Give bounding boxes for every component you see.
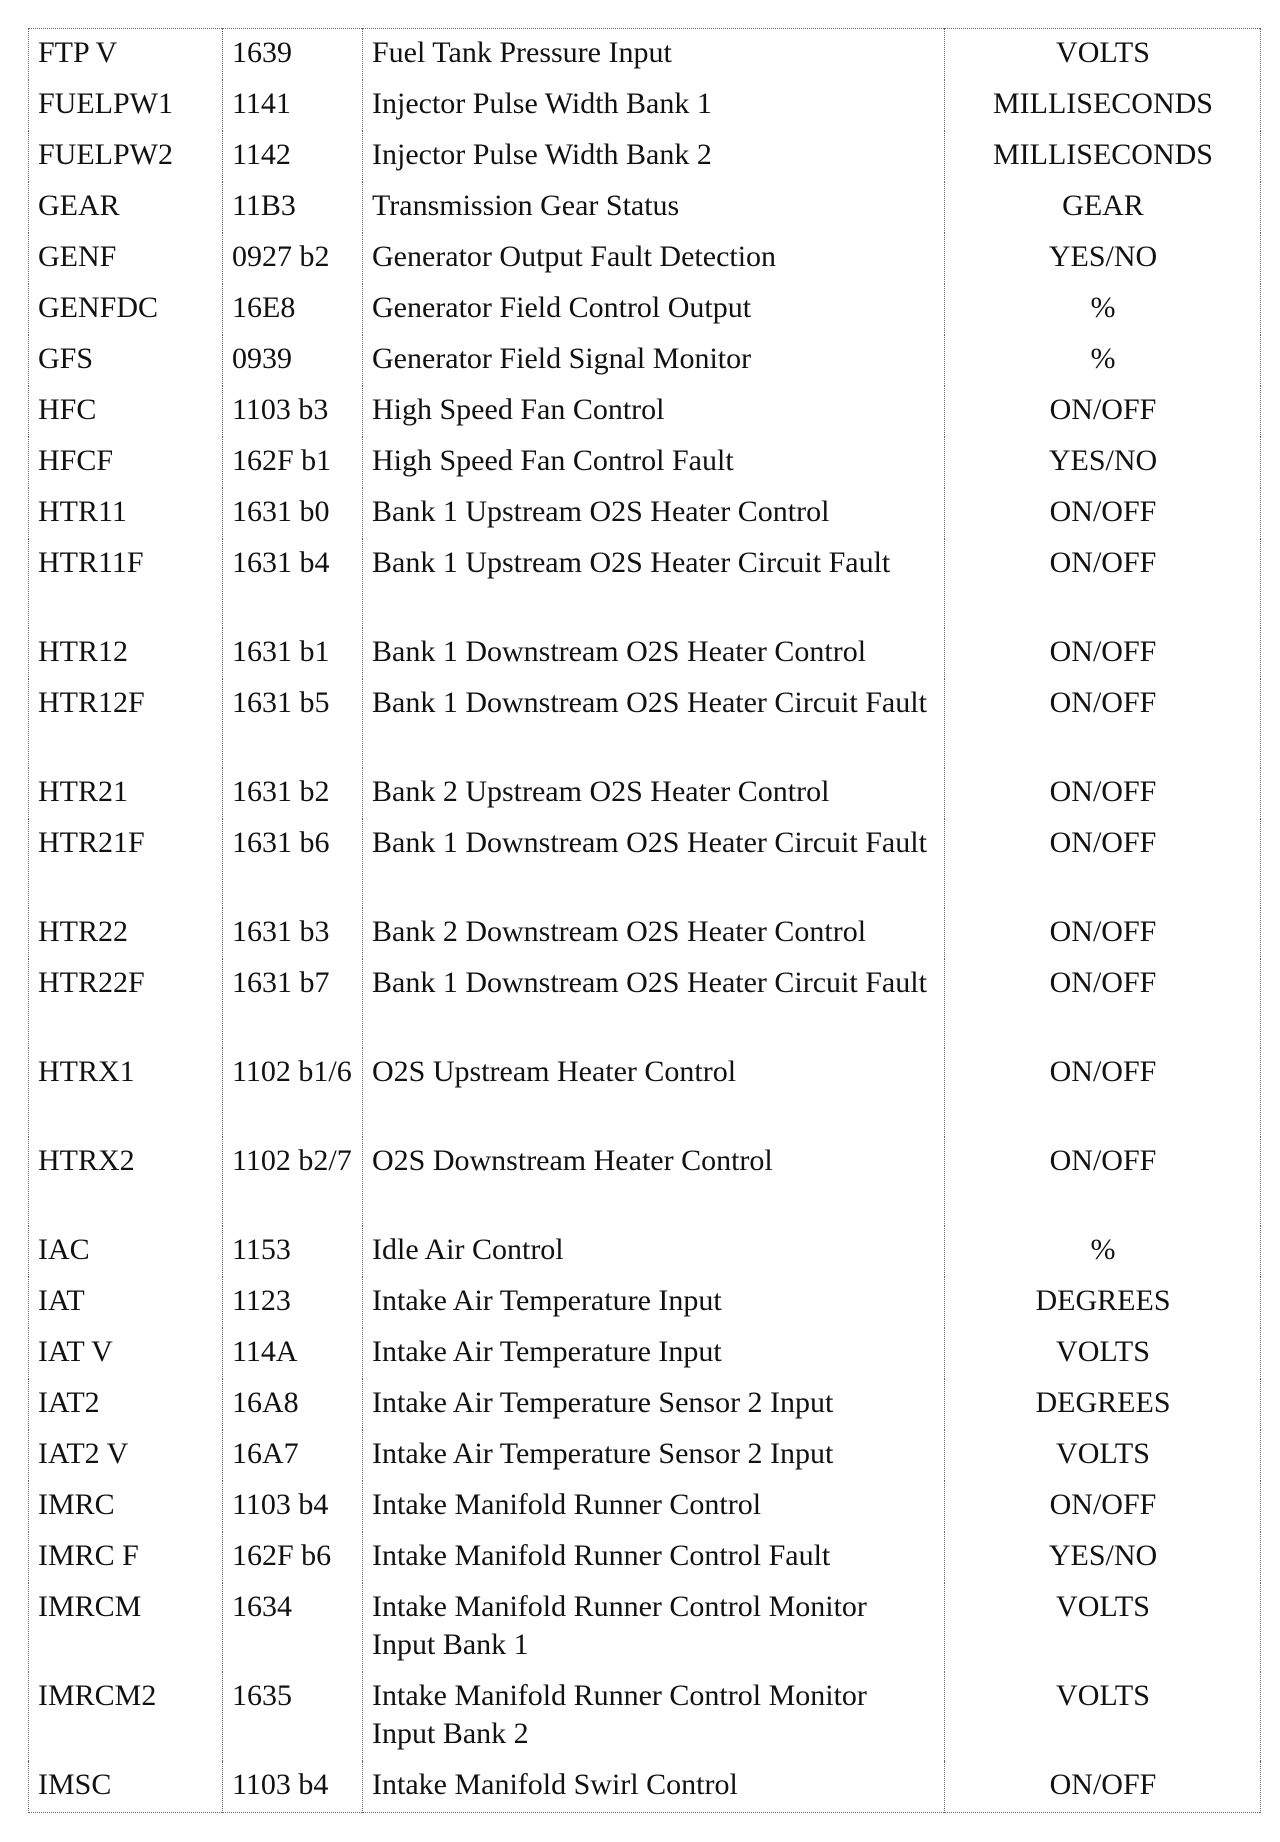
parameter-description: Intake Manifold Swirl Control [363, 1761, 945, 1813]
parameter-units: ON/OFF [945, 539, 1261, 628]
parameter-name: IMSC [29, 1761, 223, 1813]
table-row [29, 1532, 1261, 1583]
parameter-units: ON/OFF [945, 819, 1261, 908]
parameter-code: 1103 b4 [223, 1761, 363, 1813]
parameter-name: IAT V [29, 1328, 223, 1379]
parameter-name: IAC [29, 1226, 223, 1277]
parameter-description: Intake Air Temperature Sensor 2 Input [363, 1379, 945, 1430]
parameter-units: % [945, 335, 1261, 386]
parameter-description: Bank 1 Upstream O2S Heater Circuit Fault [363, 539, 945, 628]
parameter-code: 1103 b3 [223, 386, 363, 437]
table-row [29, 1328, 1261, 1379]
parameter-units: VOLTS [945, 1672, 1261, 1761]
table-row [29, 80, 1261, 131]
parameter-code: 0939 [223, 335, 363, 386]
parameter-table-body [29, 29, 1261, 1813]
parameter-name: HTR21 [29, 768, 223, 819]
parameter-description: Bank 1 Downstream O2S Heater Circuit Fault [363, 819, 945, 908]
table-row [29, 1048, 1261, 1137]
parameter-code: 16A8 [223, 1379, 363, 1430]
parameter-name: FUELPW1 [29, 80, 223, 131]
parameter-units: VOLTS [945, 1583, 1261, 1672]
parameter-code: 11B3 [223, 182, 363, 233]
parameter-description: Injector Pulse Width Bank 1 [363, 80, 945, 131]
table-row [29, 679, 1261, 768]
parameter-name: GENFDC [29, 284, 223, 335]
parameter-units: % [945, 284, 1261, 335]
document-page [28, 28, 1260, 1813]
parameter-description: Bank 1 Upstream O2S Heater Control [363, 488, 945, 539]
parameter-description: Intake Air Temperature Sensor 2 Input [363, 1430, 945, 1481]
parameter-description: Generator Field Control Output [363, 284, 945, 335]
table-row [29, 29, 1261, 81]
table-row [29, 628, 1261, 679]
parameter-code: 1102 b1/6 [223, 1048, 363, 1137]
parameter-code: 1142 [223, 131, 363, 182]
parameter-code: 1631 b1 [223, 628, 363, 679]
parameter-description: Intake Air Temperature Input [363, 1277, 945, 1328]
parameter-name: HTR11 [29, 488, 223, 539]
table-row [29, 908, 1261, 959]
table-row [29, 1277, 1261, 1328]
table-row [29, 386, 1261, 437]
parameter-name: IMRCM [29, 1583, 223, 1672]
parameter-name: IMRC [29, 1481, 223, 1532]
parameter-code: 1631 b2 [223, 768, 363, 819]
table-row [29, 437, 1261, 488]
table-row [29, 488, 1261, 539]
parameter-name: HTR12F [29, 679, 223, 768]
parameter-description: Bank 2 Upstream O2S Heater Control [363, 768, 945, 819]
parameter-description: Intake Air Temperature Input [363, 1328, 945, 1379]
table-row [29, 819, 1261, 908]
parameter-description: High Speed Fan Control [363, 386, 945, 437]
table-row [29, 284, 1261, 335]
table-row [29, 539, 1261, 628]
parameter-units: ON/OFF [945, 908, 1261, 959]
parameter-name: HTRX2 [29, 1137, 223, 1226]
parameter-units: YES/NO [945, 437, 1261, 488]
parameter-description: Generator Field Signal Monitor [363, 335, 945, 386]
table-row [29, 233, 1261, 284]
parameter-name: FUELPW2 [29, 131, 223, 182]
parameter-name: FTP V [29, 29, 223, 81]
parameter-name: HTR21F [29, 819, 223, 908]
parameter-name: HTR22F [29, 959, 223, 1048]
parameter-units: ON/OFF [945, 1481, 1261, 1532]
parameter-code: 1631 b3 [223, 908, 363, 959]
parameter-name: HFCF [29, 437, 223, 488]
table-row [29, 335, 1261, 386]
parameter-units: VOLTS [945, 1328, 1261, 1379]
parameter-description: Bank 2 Downstream O2S Heater Control [363, 908, 945, 959]
parameter-units: % [945, 1226, 1261, 1277]
parameter-code: 1631 b6 [223, 819, 363, 908]
parameter-code: 1153 [223, 1226, 363, 1277]
parameter-code: 162F b6 [223, 1532, 363, 1583]
parameter-description: Intake Manifold Runner Control [363, 1481, 945, 1532]
parameter-name: IAT [29, 1277, 223, 1328]
parameter-units: ON/OFF [945, 1137, 1261, 1226]
table-row [29, 1583, 1261, 1672]
parameter-units: ON/OFF [945, 1048, 1261, 1137]
table-row [29, 1226, 1261, 1277]
parameter-units: MILLISECONDS [945, 80, 1261, 131]
table-row [29, 1137, 1261, 1226]
table-row [29, 182, 1261, 233]
parameter-units: ON/OFF [945, 959, 1261, 1048]
parameter-code: 114A [223, 1328, 363, 1379]
parameter-code: 1634 [223, 1583, 363, 1672]
parameter-description: O2S Downstream Heater Control [363, 1137, 945, 1226]
parameter-description: Bank 1 Downstream O2S Heater Circuit Fault [363, 679, 945, 768]
parameter-code: 1103 b4 [223, 1481, 363, 1532]
parameter-description: O2S Upstream Heater Control [363, 1048, 945, 1137]
parameter-code: 16E8 [223, 284, 363, 335]
parameter-name: HTR11F [29, 539, 223, 628]
parameter-name: GEAR [29, 182, 223, 233]
parameter-code: 1631 b4 [223, 539, 363, 628]
parameter-units: ON/OFF [945, 488, 1261, 539]
parameter-units: ON/OFF [945, 679, 1261, 768]
parameter-units: YES/NO [945, 233, 1261, 284]
parameter-name: HTR22 [29, 908, 223, 959]
parameter-description: Intake Manifold Runner Control Monitor Input Bank 1 [363, 1583, 945, 1672]
parameter-code: 162F b1 [223, 437, 363, 488]
parameter-units: ON/OFF [945, 768, 1261, 819]
parameter-name: IAT2 [29, 1379, 223, 1430]
parameter-description: Injector Pulse Width Bank 2 [363, 131, 945, 182]
parameter-name: IMRCM2 [29, 1672, 223, 1761]
parameter-units: YES/NO [945, 1532, 1261, 1583]
parameter-units: VOLTS [945, 29, 1261, 81]
parameter-description: Bank 1 Downstream O2S Heater Circuit Fault [363, 959, 945, 1048]
parameter-name: HFC [29, 386, 223, 437]
parameter-name: IMRC F [29, 1532, 223, 1583]
parameter-units: VOLTS [945, 1430, 1261, 1481]
parameter-code: 1631 b0 [223, 488, 363, 539]
parameter-description: Fuel Tank Pressure Input [363, 29, 945, 81]
parameter-units: DEGREES [945, 1277, 1261, 1328]
parameter-code: 0927 b2 [223, 233, 363, 284]
parameter-units: ON/OFF [945, 1761, 1261, 1813]
parameter-description: Generator Output Fault Detection [363, 233, 945, 284]
parameter-name: GFS [29, 335, 223, 386]
parameter-name: HTRX1 [29, 1048, 223, 1137]
parameter-description: Bank 1 Downstream O2S Heater Control [363, 628, 945, 679]
parameter-code: 1639 [223, 29, 363, 81]
parameter-code: 1631 b5 [223, 679, 363, 768]
parameter-units: GEAR [945, 182, 1261, 233]
table-row [29, 1761, 1261, 1813]
parameter-name: IAT2 V [29, 1430, 223, 1481]
parameter-units: DEGREES [945, 1379, 1261, 1430]
parameter-table [28, 28, 1261, 1813]
parameter-description: Transmission Gear Status [363, 182, 945, 233]
parameter-description: Idle Air Control [363, 1226, 945, 1277]
table-row [29, 1430, 1261, 1481]
table-row [29, 131, 1261, 182]
parameter-code: 1141 [223, 80, 363, 131]
parameter-code: 1123 [223, 1277, 363, 1328]
table-row [29, 1379, 1261, 1430]
parameter-code: 1635 [223, 1672, 363, 1761]
parameter-description: High Speed Fan Control Fault [363, 437, 945, 488]
parameter-code: 1631 b7 [223, 959, 363, 1048]
parameter-name: HTR12 [29, 628, 223, 679]
parameter-units: ON/OFF [945, 628, 1261, 679]
parameter-units: MILLISECONDS [945, 131, 1261, 182]
parameter-code: 16A7 [223, 1430, 363, 1481]
parameter-description: Intake Manifold Runner Control Fault [363, 1532, 945, 1583]
table-row [29, 768, 1261, 819]
parameter-name: GENF [29, 233, 223, 284]
parameter-units: ON/OFF [945, 386, 1261, 437]
table-row [29, 959, 1261, 1048]
table-row [29, 1672, 1261, 1761]
parameter-code: 1102 b2/7 [223, 1137, 363, 1226]
table-row [29, 1481, 1261, 1532]
parameter-description: Intake Manifold Runner Control Monitor Input Bank 2 [363, 1672, 945, 1761]
